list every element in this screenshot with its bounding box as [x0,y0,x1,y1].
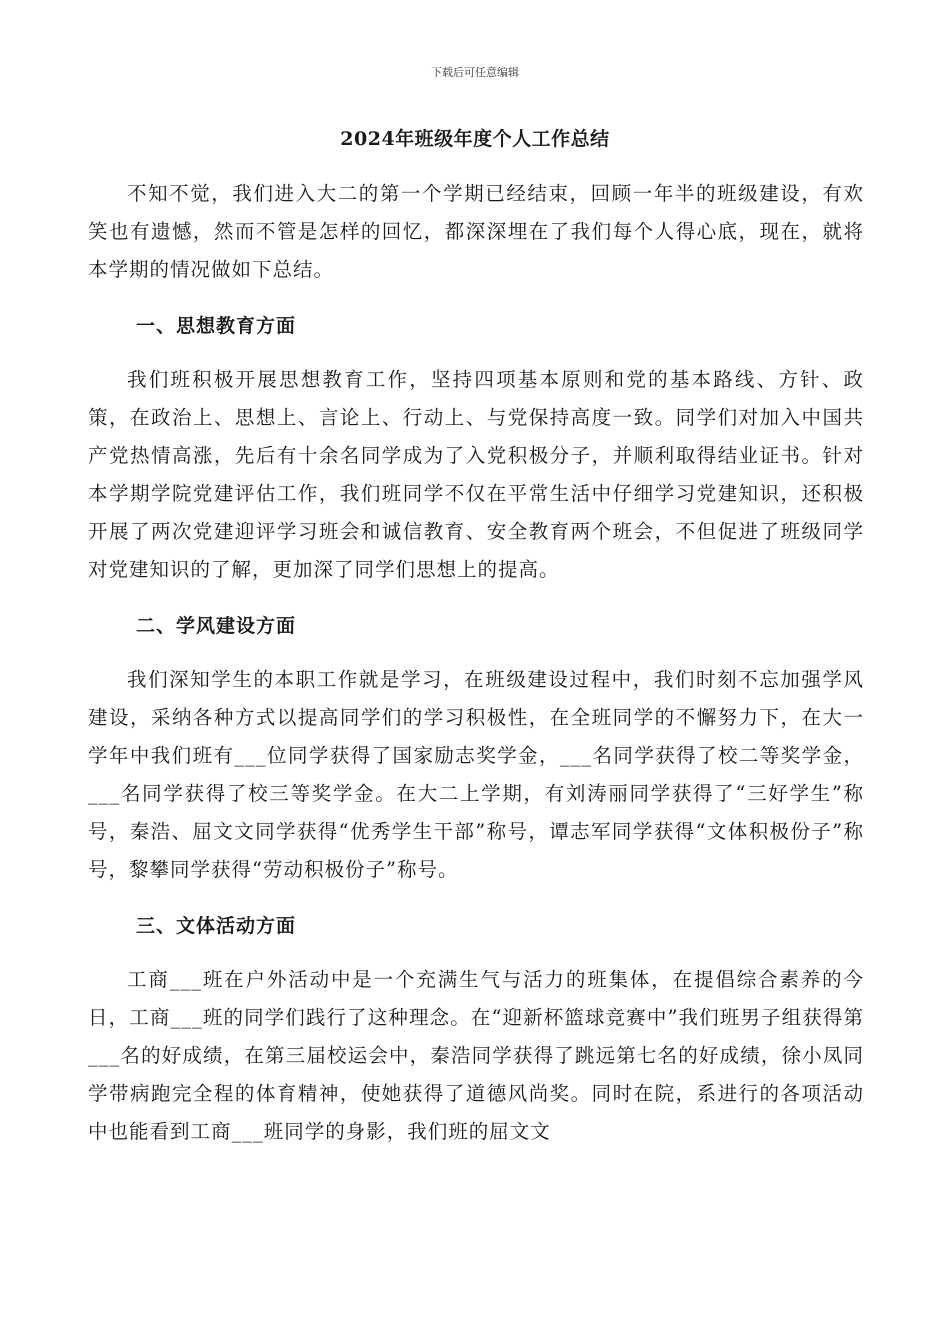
document-body [88,175,864,1151]
document-title: 2024年班级年度个人工作总结 [340,128,610,150]
header-note: 下载后可任意编辑 [431,66,519,79]
section-heading-study: 二、学风建设方面 [136,615,297,637]
intro-paragraph: 不知不觉，我们进入大二的第一个学期已经结束，回顾一年半的班级建设，有欢笑也有遗憾，然而不管是怎样的回忆，都深深埋在了我们每个人得心底，现在，就将本学期的情况做如下总结。 [88,182,864,281]
section-paragraph-study: 我们深知学生的本职工作就是学习，在班级建设过程中，我们时刻不忘加强学风建设，采纳各种方式以提高同学们的学习积极性，在全班同学的不懈努力下，在大一学年中我们班有___位同学获得了国家励志奖学金，___名同学获得了校二等奖学金，___名同学获得了校三等奖学金。在大二上学期，有刘涛丽同学获得了“三好学生”称号，秦浩、屈文文同学获得“优秀学生干部”称号，谭志军同学获得“文体积极份子”称号，黎攀同学获得“劳动积极份子”称号。 [88,668,864,881]
section-paragraph-activities: 工商___班在户外活动中是一个充满生气与活力的班集体，在提倡综合素养的今日，工商___班的同学们践行了这种理念。在“迎新杯篮球竞赛中”我们班男子组获得第___名的好成绩，在第三届校运会中，秦浩同学获得了跳远第七名的好成绩，徐小凤同学带病跑完全程的体育精神，使她获得了道德风尚奖。同时在院，系进行的各项活动中也能看到工商___班同学的身影，我们班的屈文文 [88,968,864,1143]
section-heading-ideology: 一、思想教育方面 [136,315,297,337]
section-paragraph-ideology: 我们班积极开展思想教育工作，坚持四项基本原则和党的基本路线、方针、政策，在政治上、思想上、言论上、行动上、与党保持高度一致。同学们对加入中国共产党热情高涨，先后有十余名同学成为了入党积极分子，并顺利取得结业证书。针对本学期学院党建评估工作，我们班同学不仅在平常生活中仔细学习党建知识，还积极开展了两次党建迎评学习班会和诚信教育、安全教育两个班会，不但促进了班级同学对党建知识的了解，更加深了同学们思想上的提高。 [88,368,864,581]
section-heading-activities: 三、文体活动方面 [136,915,297,937]
